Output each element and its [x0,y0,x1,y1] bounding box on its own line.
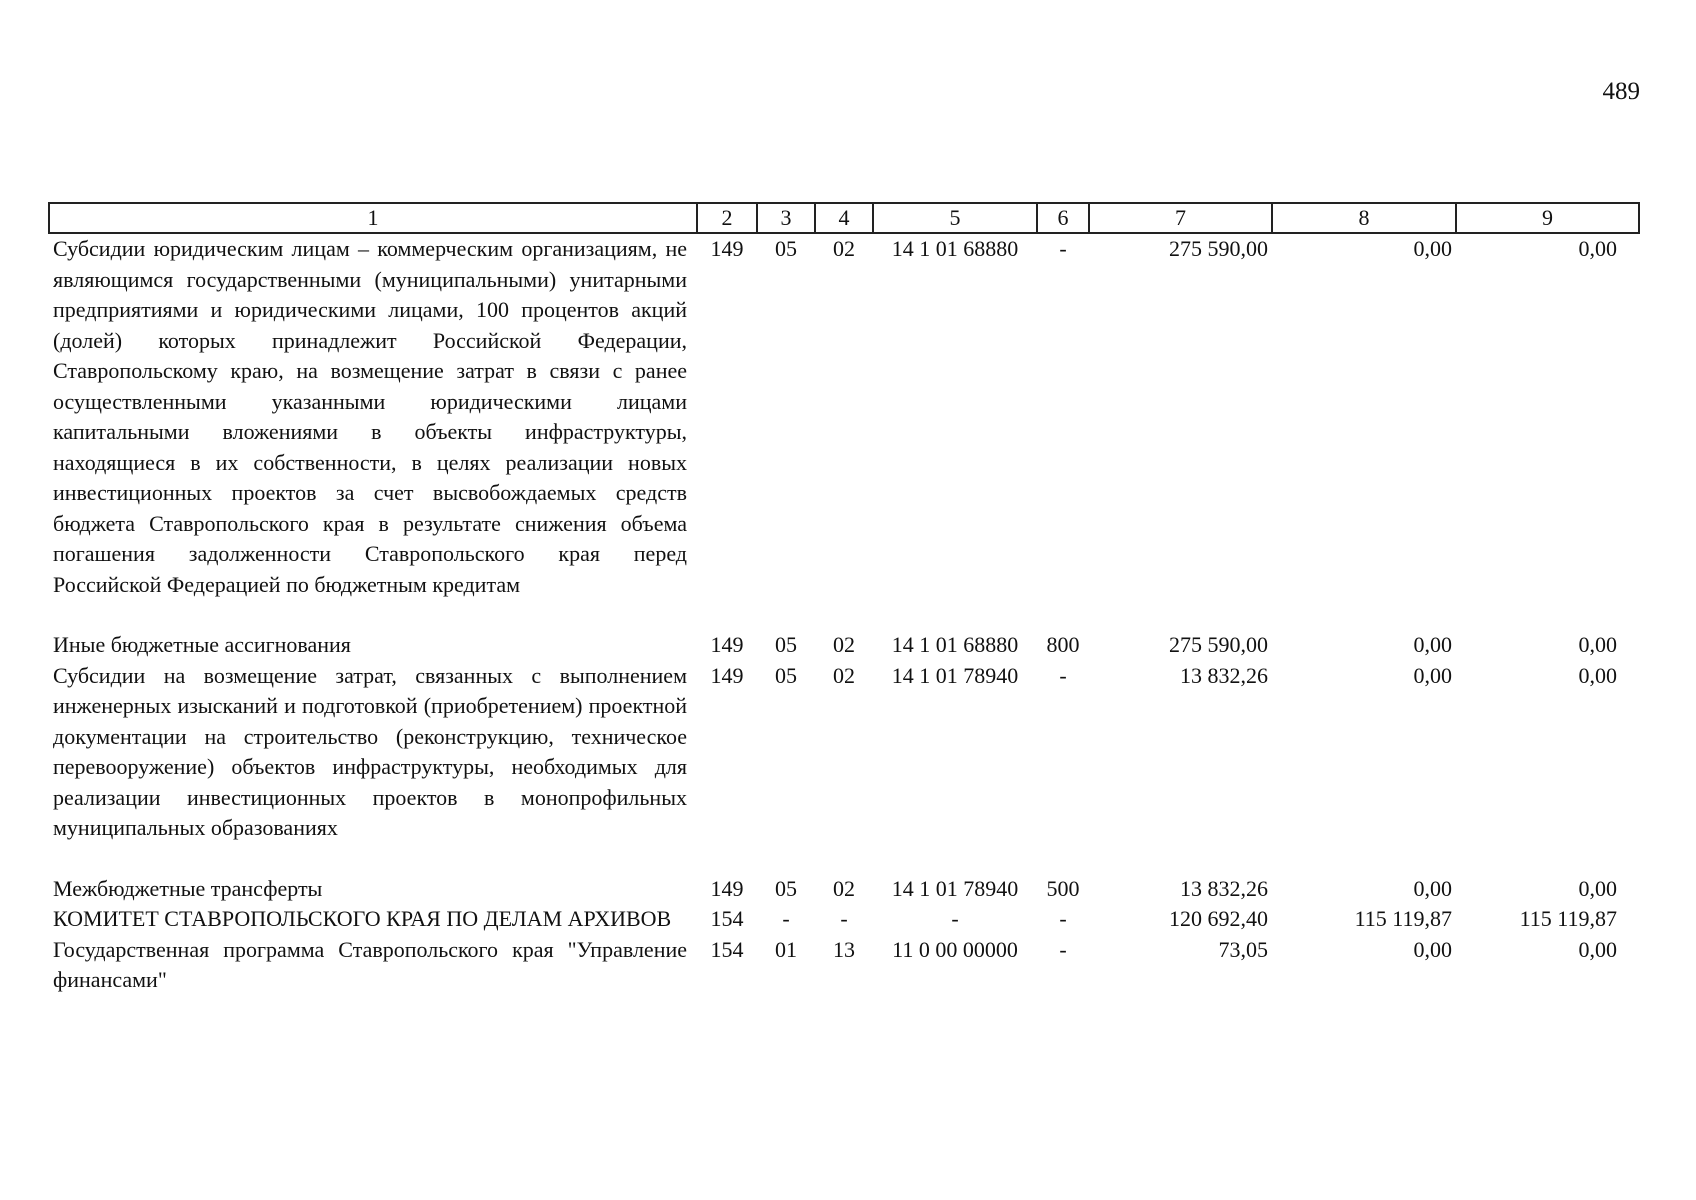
table-row [49,661,1639,874]
cell-amount-1: 120 692,40 [1169,906,1268,931]
table-row [49,935,1639,996]
column-header: 2 [697,203,757,233]
row-name: Межбюджетные трансферты [53,875,323,901]
cell-grbs: 154 [710,936,744,962]
cell-amount-1: 13 832,26 [1180,875,1268,901]
cell-expense-type: 500 [1046,875,1080,901]
column-header: 3 [757,203,815,233]
cell-subsection: 02 [833,236,855,261]
budget-table [48,202,1640,996]
table-row [49,630,1639,661]
cell-expense-type: - [1059,662,1067,688]
cell-amount-1: 73,05 [1218,936,1268,962]
cell-amount-3: 0,00 [1578,875,1617,901]
cell-target-article: 14 1 01 78940 [891,875,1019,901]
cell-target-article: - [951,906,959,931]
cell-section: 05 [775,236,797,261]
column-header: 4 [815,203,873,233]
table-row [49,874,1639,905]
column-header: 7 [1089,203,1272,233]
cell-amount-2: 0,00 [1413,936,1452,962]
cell-amount-2: 0,00 [1413,632,1452,657]
cell-expense-type: 800 [1046,632,1080,657]
cell-amount-3: 115 119,87 [1519,906,1617,931]
cell-expense-type: - [1059,906,1067,931]
table-header-row [49,203,1639,233]
cell-section: 05 [775,662,797,688]
cell-amount-3: 0,00 [1578,662,1617,688]
column-header: 1 [49,203,697,233]
row-name: Субсидии юридическим лицам – коммерческим организациям, не являющимся государственными (муниципальными) унитарными предприятиями и юридическими лицами, 100 процентов акций (долей) которых принадлежит Российской Федерации, Ставропольскому краю, на возмещение затрат в связи с ранее осуществленными указанными юридическими лицами капитальными вложениями в объекты инфраструктуры, находящиеся в их собственности, в целях реализации новых инвестиционных проектов за счет высвобождаемых средств бюджета Ставропольского края в результате снижения объема погашения задолженности Ставропольского края перед Российской Федерацией по бюджетным кредитам [53,236,687,597]
cell-amount-1: 275 590,00 [1169,632,1268,657]
cell-expense-type: - [1059,936,1067,962]
cell-amount-1: 275 590,00 [1169,236,1268,261]
column-header: 9 [1456,203,1639,233]
cell-expense-type: - [1059,236,1067,261]
column-header: 6 [1037,203,1089,233]
cell-target-article: 14 1 01 68880 [891,632,1019,657]
page-number: 489 [1602,78,1640,105]
cell-target-article: 11 0 00 00000 [892,936,1018,962]
table-row [49,233,1639,630]
cell-grbs: 149 [710,236,744,261]
cell-subsection: 02 [833,632,855,657]
row-name: КОМИТЕТ СТАВРОПОЛЬСКОГО КРАЯ ПО ДЕЛАМ АРХИВОВ [53,906,672,931]
cell-subsection: 13 [833,936,855,962]
cell-amount-1: 13 832,26 [1180,662,1268,688]
cell-amount-2: 0,00 [1413,236,1452,261]
row-name: Субсидии на возмещение затрат, связанных с выполнением инженерных изысканий и подготовкой (приобретением) проектной документации на строительство (реконструкцию, техническое перевооружение) объектов инфраструктуры, необходимых для реализации инвестиционных проектов в монопрофильных муниципальных образованиях [53,662,687,840]
cell-amount-3: 0,00 [1578,632,1617,657]
column-header: 8 [1272,203,1456,233]
cell-amount-3: 0,00 [1578,936,1617,962]
cell-target-article: 14 1 01 78940 [891,662,1019,688]
row-name: Иные бюджетные ассигнования [53,632,351,657]
table-row [49,904,1639,935]
cell-amount-2: 115 119,87 [1354,906,1452,931]
cell-target-article: 14 1 01 68880 [891,236,1019,261]
cell-section: 05 [775,875,797,901]
cell-subsection: - [840,906,848,931]
cell-section: 05 [775,632,797,657]
row-name: Государственная программа Ставропольского края "Управление финансами" [53,936,687,992]
cell-subsection: 02 [833,662,855,688]
cell-grbs: 149 [710,632,744,657]
cell-amount-2: 0,00 [1413,875,1452,901]
cell-grbs: 149 [710,662,744,688]
cell-section: - [782,906,790,931]
cell-amount-2: 0,00 [1413,662,1452,688]
cell-section: 01 [775,936,797,962]
cell-grbs: 154 [710,906,744,931]
column-header: 5 [873,203,1037,233]
cell-subsection: 02 [833,875,855,901]
cell-amount-3: 0,00 [1578,236,1617,261]
cell-grbs: 149 [710,875,744,901]
